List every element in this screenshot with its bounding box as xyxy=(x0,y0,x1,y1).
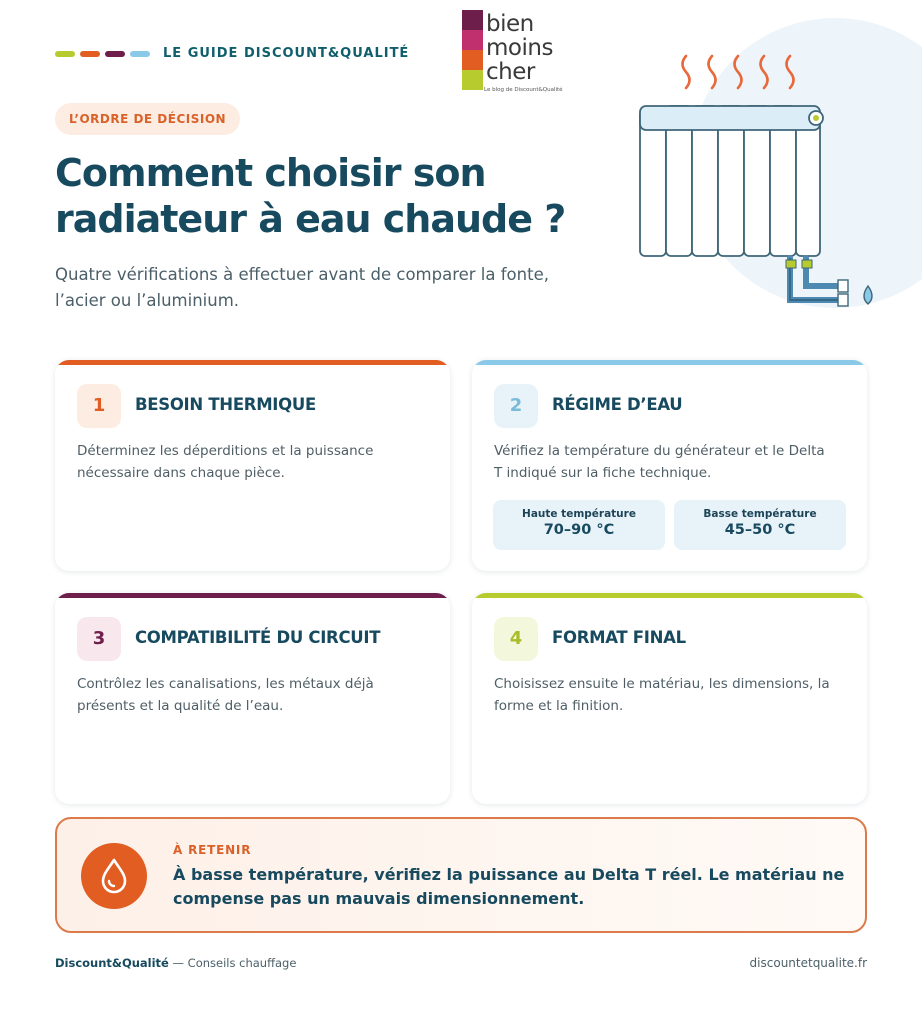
accent-dash xyxy=(80,51,100,57)
footer-website-link[interactable]: discountetqualite.fr xyxy=(749,956,867,970)
card-accent-line xyxy=(472,593,867,598)
card-accent-line xyxy=(55,593,450,598)
brand-logo[interactable] xyxy=(462,10,572,96)
step-card-2 xyxy=(472,360,867,571)
step-card-3 xyxy=(55,593,450,804)
logo-word: moins xyxy=(486,35,553,61)
step-number-badge: 3 xyxy=(77,617,121,661)
guide-label: LE GUIDE DISCOUNT&QUALITÉ xyxy=(163,46,410,61)
step-title: FORMAT FINAL xyxy=(552,628,686,647)
chip-value: 70–90 °C xyxy=(543,522,615,538)
footer-tagline: — Conseils chauffage xyxy=(172,956,297,970)
accent-dash xyxy=(55,51,75,57)
chip-value: 45–50 °C xyxy=(724,522,796,538)
logo-word: cher xyxy=(486,59,535,85)
card-accent-line xyxy=(472,360,867,365)
step-number-badge: 2 xyxy=(494,384,538,428)
footer-brand-name: Discount&Qualité xyxy=(55,956,169,970)
accent-dash xyxy=(130,51,150,57)
step-text: Choisissez ensuite le matériau, les dimensions, la forme et la finition. xyxy=(494,676,830,714)
logo-color-bars xyxy=(462,10,483,90)
step-text: Vérifiez la température du générateur et le Delta T indiqué sur la fiche technique. xyxy=(494,443,825,481)
step-card-1 xyxy=(55,360,450,571)
temperature-chip-high xyxy=(493,500,665,550)
water-drop-icon xyxy=(81,843,147,909)
logo-word: bien xyxy=(486,11,534,37)
key-takeaway-box xyxy=(55,817,867,933)
chip-label: Haute température xyxy=(522,508,636,520)
accent-dash xyxy=(105,51,125,57)
step-title: COMPATIBILITÉ DU CIRCUIT xyxy=(135,628,381,647)
step-number-badge: 1 xyxy=(77,384,121,428)
step-text: Contrôlez les canalisations, les métaux déjà présents et la qualité de l’eau. xyxy=(77,676,374,714)
guide-header xyxy=(55,46,409,61)
footer-brand xyxy=(55,956,296,970)
takeaway-label: À RETENIR xyxy=(173,843,252,857)
page-title: Comment choisir son radiateur à eau chaude ? xyxy=(55,151,566,241)
temperature-chip-low xyxy=(674,500,846,550)
page-subtitle: Quatre vérifications à effectuer avant de comparer la fonte, l’acier ou l’aluminium. xyxy=(55,265,549,310)
step-title: BESOIN THERMIQUE xyxy=(135,395,316,414)
step-text: Déterminez les déperditions et la puissance nécessaire dans chaque pièce. xyxy=(77,443,374,481)
step-number-badge: 4 xyxy=(494,617,538,661)
card-accent-line xyxy=(55,360,450,365)
takeaway-message: À basse température, vérifiez la puissance au Delta T réel. Le matériau ne compense pas un mauvais dimensionnement. xyxy=(173,865,845,908)
step-title: RÉGIME D’EAU xyxy=(552,395,683,414)
step-card-4 xyxy=(472,593,867,804)
logo-tagline: Le blog de Discount&Qualité xyxy=(484,87,563,93)
radiator-icon xyxy=(630,50,890,320)
chip-label: Basse température xyxy=(703,508,817,520)
section-pill: L’ORDRE DE DÉCISION xyxy=(55,103,240,135)
